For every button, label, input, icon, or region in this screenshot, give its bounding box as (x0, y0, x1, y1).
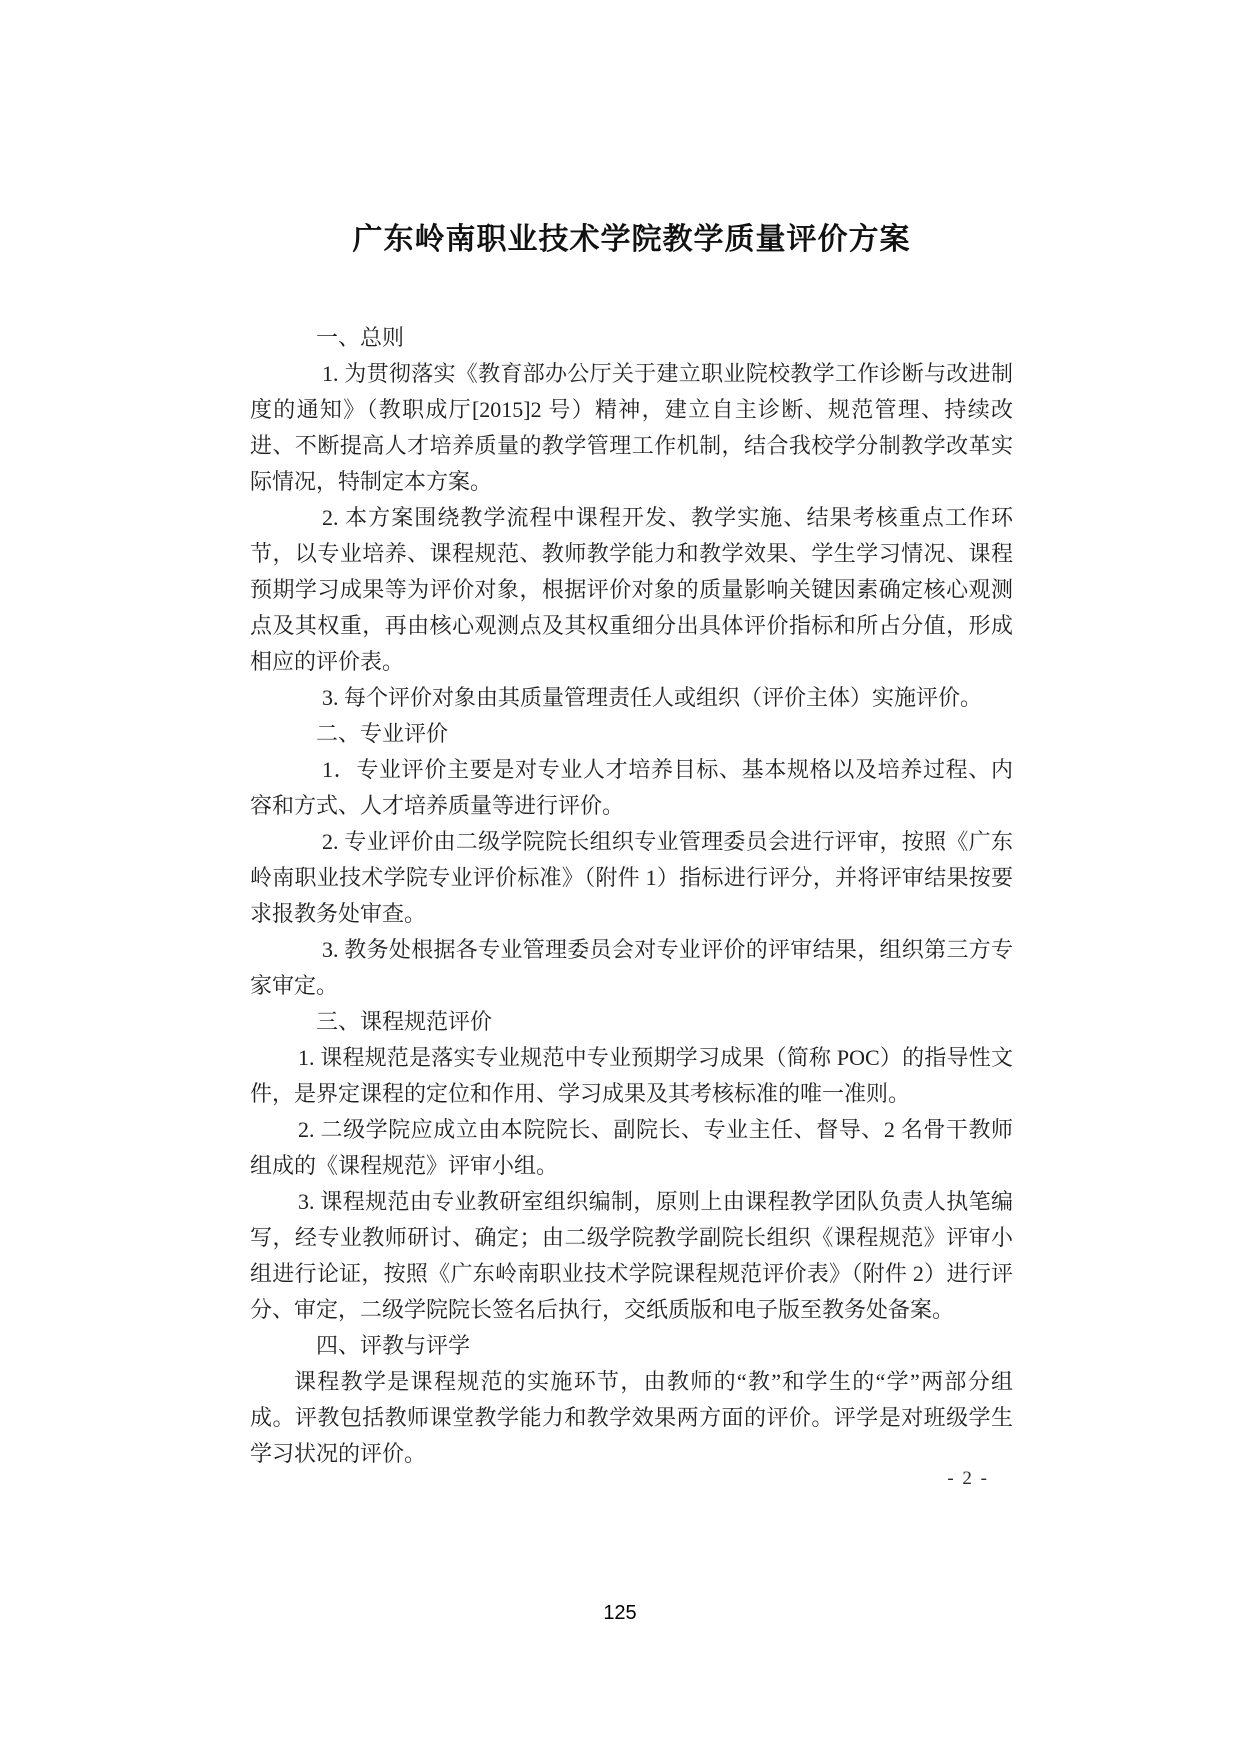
section-heading: 四、评教与评学 (316, 1333, 471, 1358)
paragraph: 1．专业评价主要是对专业人才培养目标、基本规格以及培养过程、内容和方式、人才培养质量等进行评价。 (250, 757, 1013, 818)
pdf-page-number: 125 (603, 1602, 637, 1624)
paragraph: 1. 为贯彻落实《教育部办公厅关于建立职业院校教学工作诊断与改进制度的通知》（教职成厅[2015]2 号）精神，建立自主诊断、规范管理、持续改进、不断提高人才培养质量的教学管理工作机制，结合我校学分制教学改革实际情况，特制定本方案。 (250, 361, 1013, 494)
paragraph: 3. 每个评价对象由其质量管理责任人或组织（评价主体）实施评价。 (322, 685, 983, 710)
document-title: 广东岭南职业技术学院教学质量评价方案 (352, 223, 911, 256)
document-body (250, 320, 1013, 1472)
paragraph: 课程教学是课程规范的实施环节，由教师的“教”和学生的“学”两部分组成。评教包括教师课堂教学能力和教学效果两方面的评价。评学是对班级学生学习状况的评价。 (250, 1369, 1013, 1466)
paragraph: 1. 课程规范是落实专业规范中专业预期学习成果（简称 POC）的指导性文件，是界定课程的定位和作用、学习成果及其考核标准的唯一准则。 (250, 1045, 1013, 1106)
section-heading: 三、课程规范评价 (316, 1009, 493, 1034)
paragraph: 2. 本方案围绕教学流程中课程开发、教学实施、结果考核重点工作环节，以专业培养、课程规范、教师教学能力和教学效果、学生学习情况、课程预期学习成果等为评价对象，根据评价对象的质量影响关键因素确定核心观测点及其权重，再由核心观测点及其权重细分出具体评价指标和所占分值，形成相应的评价表。 (250, 505, 1013, 674)
document-page-number: - 2 - (947, 1468, 989, 1489)
section-heading: 一、总则 (316, 325, 405, 350)
paragraph: 2. 二级学院应成立由本院院长、副院长、专业主任、督导、2 名骨干教师组成的《课程规范》评审小组。 (250, 1117, 1013, 1178)
paragraph: 2. 专业评价由二级学院院长组织专业管理委员会进行评审，按照《广东岭南职业技术学院专业评价标准》（附件 1）指标进行评分，并将评审结果按要求报教务处审查。 (250, 829, 1013, 926)
section-heading: 二、专业评价 (316, 721, 449, 746)
paragraph: 3. 课程规范由专业教研室组织编制，原则上由课程教学团队负责人执笔编写，经专业教师研讨、确定；由二级学院教学副院长组织《课程规范》评审小组进行论证，按照《广东岭南职业技术学院课程规范评价表》（附件 2）进行评分、审定，二级学院院长签名后执行，交纸质版和电子版至教务处备案。 (250, 1189, 1013, 1322)
document-page (250, 220, 1013, 1472)
paragraph: 3. 教务处根据各专业管理委员会对专业评价的评审结果，组织第三方专家审定。 (250, 937, 1013, 998)
